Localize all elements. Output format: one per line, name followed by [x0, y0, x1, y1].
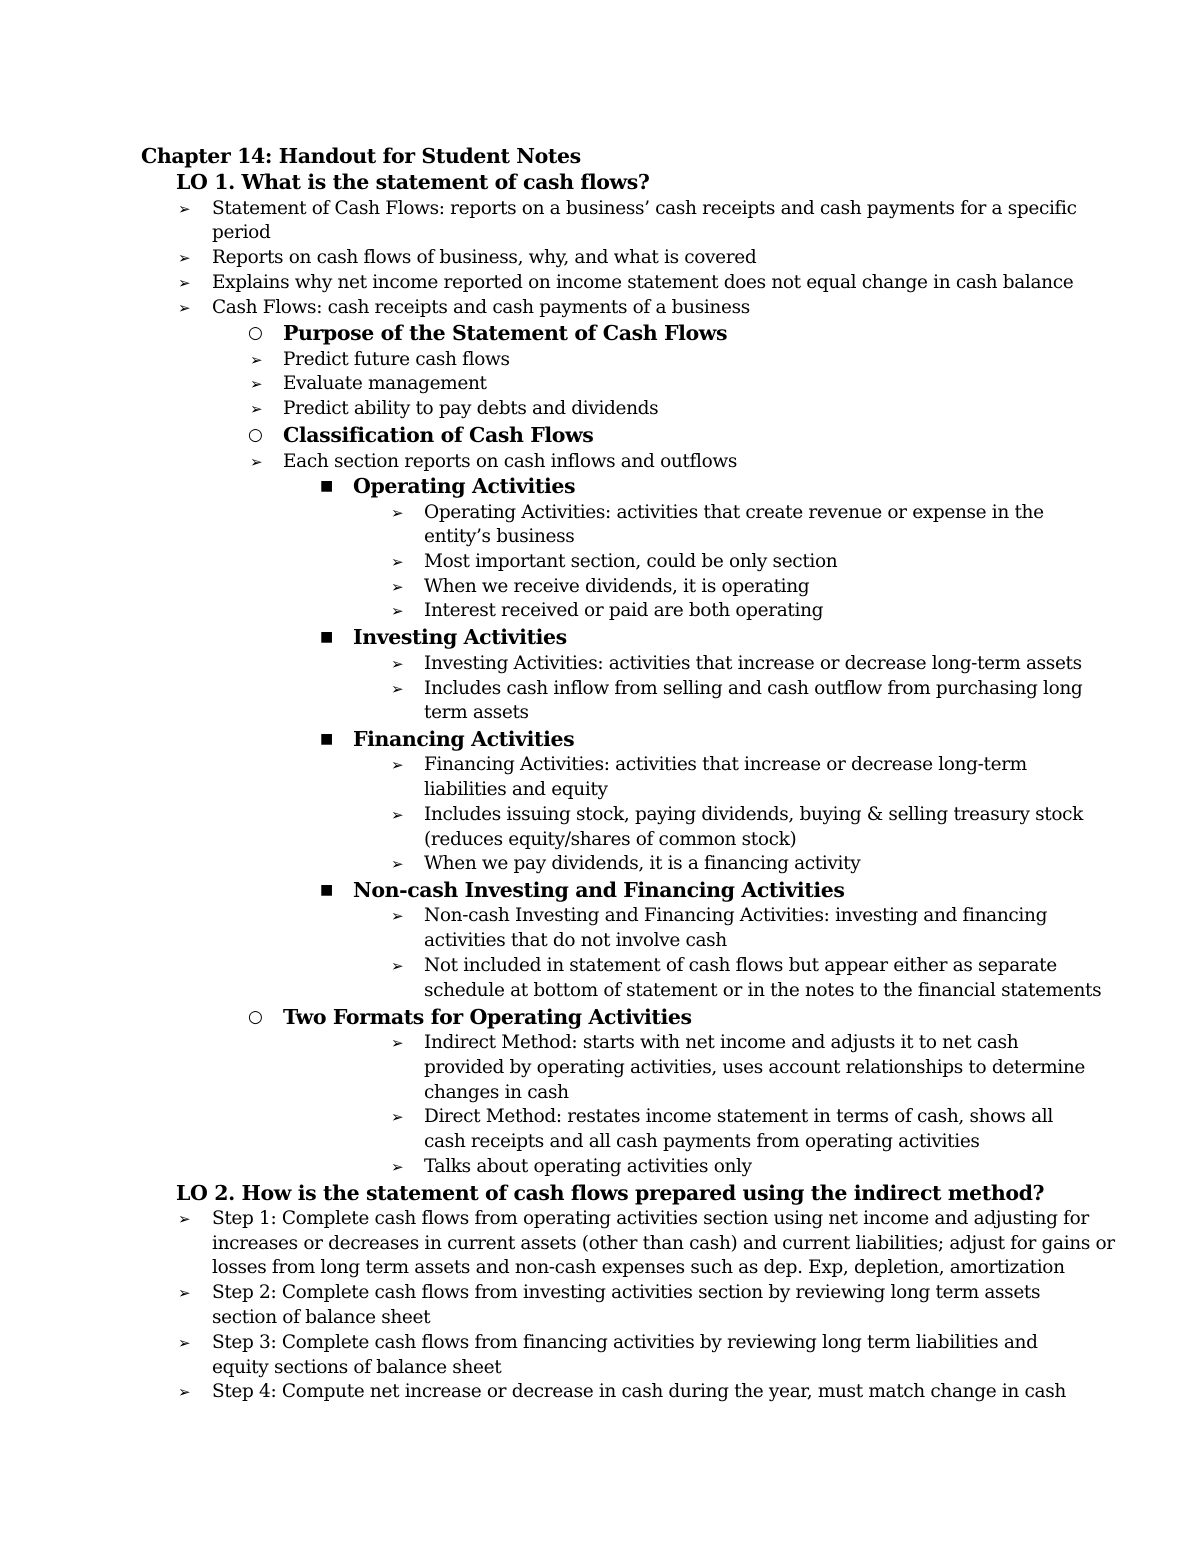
noncash-activities-heading: Non-cash Investing and Financing Activities	[353, 878, 845, 902]
bullet-text: Indirect Method: starts with net income and adjusts it to net cash	[424, 1032, 1019, 1053]
bullet-text: Not included in statement of cash flows but appear either as separate	[424, 955, 1057, 976]
circle-bullet-icon: ○	[248, 425, 263, 445]
bullet-text: Step 3: Complete cash flows from financing activities by reviewing long term liabilities and	[212, 1332, 1038, 1353]
continuation-text: changes in cash	[424, 1082, 569, 1103]
circle-bullet-icon: ○	[248, 323, 263, 343]
square-bullet-icon: ■	[320, 478, 334, 494]
bullet-text: Step 2: Complete cash flows from investing activities section by reviewing long term assets	[212, 1282, 1041, 1303]
arrow-bullet-icon: ➢	[178, 249, 191, 267]
financing-activities-heading: Financing Activities	[353, 727, 575, 751]
bullet-text: When we receive dividends, it is operating	[424, 576, 810, 597]
arrow-bullet-icon: ➢	[391, 907, 404, 925]
bullet-text: Investing Activities: activities that increase or decrease long-term assets	[424, 653, 1082, 674]
arrow-bullet-icon: ➢	[391, 855, 404, 873]
continuation-text: provided by operating activities, uses account relationships to determine	[424, 1057, 1086, 1078]
bullet-text: Talks about operating activities only	[424, 1156, 752, 1177]
arrow-bullet-icon: ➢	[250, 351, 263, 369]
arrow-bullet-icon: ➢	[391, 553, 404, 571]
square-bullet-icon: ■	[320, 882, 334, 898]
arrow-bullet-icon: ➢	[250, 375, 263, 393]
arrow-bullet-icon: ➢	[250, 453, 263, 471]
lo1-heading: LO 1. What is the statement of cash flows?	[176, 170, 650, 194]
square-bullet-icon: ■	[320, 731, 334, 747]
bullet-text: Predict future cash flows	[283, 349, 510, 370]
operating-activities-heading: Operating Activities	[353, 474, 576, 498]
continuation-text: liabilities and equity	[424, 779, 608, 800]
arrow-bullet-icon: ➢	[178, 1284, 191, 1302]
continuation-text: schedule at bottom of statement or in the notes to the financial statements	[424, 980, 1102, 1001]
bullet-text: Includes cash inflow from selling and cash outflow from purchasing long	[424, 678, 1083, 699]
bullet-text: Statement of Cash Flows: reports on a business’ cash receipts and cash payments for a specific	[212, 198, 1077, 219]
arrow-bullet-icon: ➢	[178, 200, 191, 218]
arrow-bullet-icon: ➢	[391, 957, 404, 975]
continuation-text: entity’s business	[424, 526, 575, 547]
continuation-text: section of balance sheet	[212, 1307, 431, 1328]
bullet-text: Operating Activities: activities that create revenue or expense in the	[424, 502, 1044, 523]
continuation-text: cash receipts and all cash payments from operating activities	[424, 1131, 980, 1152]
bullet-text: Non-cash Investing and Financing Activities: investing and financing	[424, 905, 1048, 926]
arrow-bullet-icon: ➢	[178, 274, 191, 292]
arrow-bullet-icon: ➢	[391, 1034, 404, 1052]
square-bullet-icon: ■	[320, 629, 334, 645]
arrow-bullet-icon: ➢	[391, 578, 404, 596]
continuation-text: losses from long term assets and non-cash expenses such as dep. Exp, depletion, amortization	[212, 1257, 1065, 1278]
continuation-text: period	[212, 222, 271, 243]
continuation-text: activities that do not involve cash	[424, 930, 727, 951]
section-classification-heading: Classification of Cash Flows	[283, 423, 594, 447]
bullet-text: Predict ability to pay debts and dividends	[283, 398, 659, 419]
circle-bullet-icon: ○	[248, 1007, 263, 1027]
bullet-text: Each section reports on cash inflows and outflows	[283, 451, 737, 472]
arrow-bullet-icon: ➢	[391, 1108, 404, 1126]
arrow-bullet-icon: ➢	[391, 680, 404, 698]
bullet-text: Evaluate management	[283, 373, 487, 394]
lo2-heading: LO 2. How is the statement of cash flows prepared using the indirect method?	[176, 1181, 1045, 1205]
continuation-text: equity sections of balance sheet	[212, 1357, 502, 1378]
continuation-text: increases or decreases in current assets (other than cash) and current liabilities; adjust for gains or	[212, 1233, 1115, 1254]
bullet-text: Includes issuing stock, paying dividends, buying & selling treasury stock	[424, 804, 1084, 825]
bullet-text: Financing Activities: activities that increase or decrease long-term	[424, 754, 1027, 775]
arrow-bullet-icon: ➢	[391, 655, 404, 673]
bullet-text: Most important section, could be only section	[424, 551, 838, 572]
arrow-bullet-icon: ➢	[178, 299, 191, 317]
arrow-bullet-icon: ➢	[391, 1158, 404, 1176]
continuation-text: term assets	[424, 702, 529, 723]
document-title: Chapter 14: Handout for Student Notes	[141, 144, 581, 168]
bullet-text: Step 1: Complete cash flows from operating activities section using net income and adjusting for	[212, 1208, 1089, 1229]
investing-activities-heading: Investing Activities	[353, 625, 567, 649]
arrow-bullet-icon: ➢	[391, 756, 404, 774]
arrow-bullet-icon: ➢	[178, 1210, 191, 1228]
arrow-bullet-icon: ➢	[391, 504, 404, 522]
bullet-text: Interest received or paid are both operating	[424, 600, 824, 621]
section-purpose-heading: Purpose of the Statement of Cash Flows	[283, 321, 728, 345]
bullet-text: Explains why net income reported on income statement does not equal change in cash balance	[212, 272, 1074, 293]
bullet-text: Step 4: Compute net increase or decrease in cash during the year, must match change in cash	[212, 1381, 1066, 1402]
bullet-text: Cash Flows: cash receipts and cash payments of a business	[212, 297, 750, 318]
continuation-text: (reduces equity/shares of common stock)	[424, 829, 797, 850]
section-two-formats-heading: Two Formats for Operating Activities	[283, 1005, 692, 1029]
arrow-bullet-icon: ➢	[391, 806, 404, 824]
arrow-bullet-icon: ➢	[391, 602, 404, 620]
arrow-bullet-icon: ➢	[178, 1383, 191, 1401]
arrow-bullet-icon: ➢	[178, 1334, 191, 1352]
bullet-text: Reports on cash flows of business, why, and what is covered	[212, 247, 757, 268]
bullet-text: When we pay dividends, it is a financing activity	[424, 853, 861, 874]
bullet-text: Direct Method: restates income statement in terms of cash, shows all	[424, 1106, 1053, 1127]
arrow-bullet-icon: ➢	[250, 400, 263, 418]
